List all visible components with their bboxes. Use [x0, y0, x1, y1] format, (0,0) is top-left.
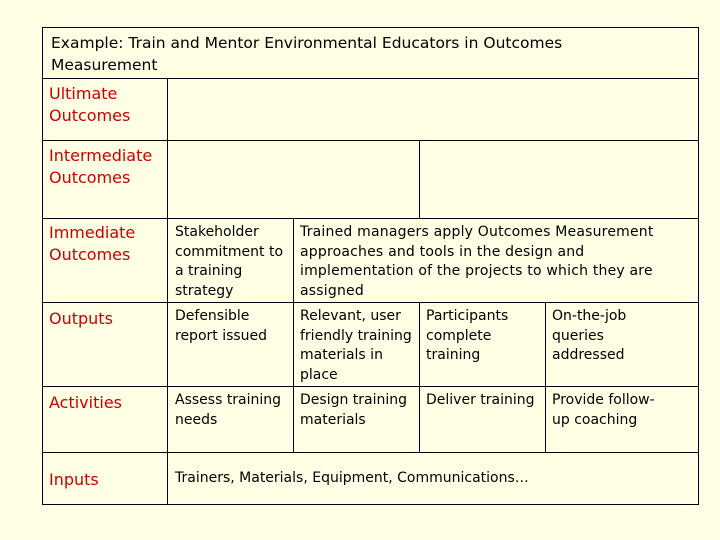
divider-immediate-split [293, 218, 294, 302]
divider-col4 [545, 302, 546, 452]
divider-title [42, 78, 699, 79]
row-label-activities: Activities [49, 393, 122, 412]
divider-outputs [42, 386, 699, 387]
output-participants-complete: Participants complete training [426, 308, 509, 363]
activity-assess-needs: Assess training needs [175, 392, 282, 428]
divider-label-column [167, 78, 168, 505]
output-training-materials: Relevant, user friendly training materials in place [300, 308, 412, 383]
divider-immediate [42, 302, 699, 303]
row-label-outputs: Outputs [49, 309, 113, 328]
output-defensible-report: Defensible report issued [175, 308, 268, 344]
activity-follow-up-coaching: Provide follow-up coaching [552, 392, 655, 428]
row-label-intermediate-outcomes: Intermediate Outcomes [49, 146, 153, 187]
divider-ultimate [42, 140, 699, 141]
divider-col3 [419, 302, 420, 452]
row-label-ultimate-outcomes: Ultimate Outcomes [49, 84, 131, 125]
divider-intermediate [42, 218, 699, 219]
immediate-stakeholder-commitment: Stakeholder commitment to a training strategy [175, 224, 284, 299]
activity-design-materials: Design training materials [300, 392, 408, 428]
row-label-immediate-outcomes: Immediate Outcomes [49, 223, 136, 264]
divider-activities [42, 452, 699, 453]
immediate-trained-managers: Trained managers apply Outcomes Measurement approaches and tools in the design and implementation of the projects to which they are assigned [300, 224, 654, 299]
divider-intermediate-split [419, 140, 420, 218]
page-title: Example: Train and Mentor Environmental Educators in Outcomes Measurement [51, 34, 563, 74]
inputs-resources: Trainers, Materials, Equipment, Communications… [175, 470, 529, 486]
divider-col2 [293, 302, 294, 452]
output-queries-addressed: On-the-job queries addressed [552, 308, 627, 363]
activity-deliver-training: Deliver training [426, 392, 535, 408]
row-label-inputs: Inputs [49, 470, 99, 489]
